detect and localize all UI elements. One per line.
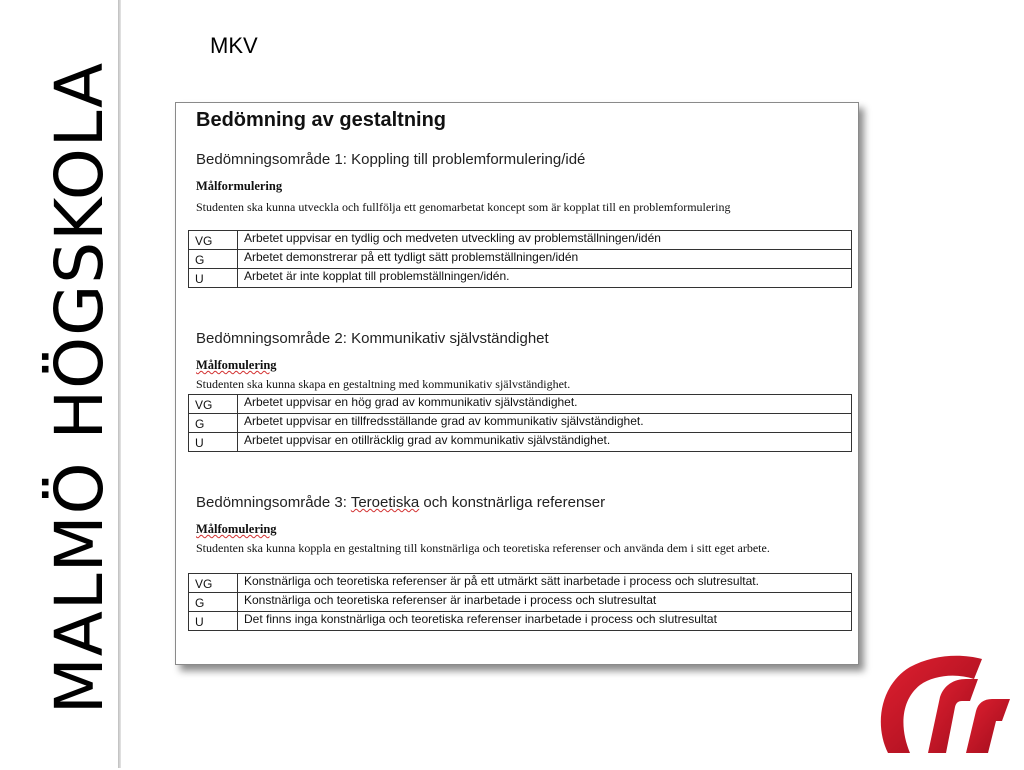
grade-cell: U bbox=[189, 269, 238, 288]
brand-wordmark: MALMÖ HÖGSKOLA bbox=[41, 61, 118, 715]
grade-cell: U bbox=[189, 433, 238, 452]
table-row bbox=[189, 250, 852, 269]
area-2-rubric-table bbox=[188, 394, 852, 452]
description-cell: Det finns inga konstnärliga och teoretiska referenser inarbetade i process och slutresultat bbox=[238, 612, 852, 631]
grade-cell: G bbox=[189, 593, 238, 612]
table-row bbox=[189, 414, 852, 433]
grade-cell: U bbox=[189, 612, 238, 631]
area-2-title: Bedömningsområde 2: Kommunikativ självständighet bbox=[196, 330, 549, 347]
table-row bbox=[189, 395, 852, 414]
area-3-title bbox=[196, 494, 605, 511]
description-cell: Arbetet uppvisar en hög grad av kommunikativ självständighet. bbox=[238, 395, 852, 414]
area-3-goal-text: Studenten ska kunna koppla en gestaltning till konstnärliga och teoretiska referenser och använda dem i sitt eget arbete. bbox=[196, 541, 770, 555]
area-3-rubric-table bbox=[188, 573, 852, 631]
brand-sidebar bbox=[0, 0, 118, 768]
document-image bbox=[175, 102, 859, 665]
area-1-goal-label: Målformulering bbox=[196, 179, 283, 193]
slide-title: MKV bbox=[210, 33, 258, 58]
description-cell: Konstnärliga och teoretiska referenser är inarbetade i process och slutresultat bbox=[238, 593, 852, 612]
malmo-hogskola-logo-icon bbox=[870, 645, 1020, 765]
description-cell: Arbetet är inte kopplat till problemställningen/idén. bbox=[238, 269, 852, 288]
document-heading: Bedömning av gestaltning bbox=[196, 109, 447, 131]
table-row bbox=[189, 612, 852, 631]
sidebar-divider bbox=[118, 0, 121, 768]
table-row bbox=[189, 574, 852, 593]
area-2-goal-label: Målfomulering bbox=[196, 358, 277, 372]
description-cell: Arbetet demonstrerar på ett tydligt sätt problemställningen/idén bbox=[238, 250, 852, 269]
description-cell: Konstnärliga och teoretiska referenser är på ett utmärkt sätt inarbetade i process och slutresultat. bbox=[238, 574, 852, 593]
area-2-goal-text: Studenten ska kunna skapa en gestaltning med kommunikativ självständighet. bbox=[196, 377, 571, 391]
area-3-title-misspelled-word: Teroetiska bbox=[350, 494, 420, 511]
area-3-title-suffix: och konstnärliga referenser bbox=[419, 494, 606, 511]
area-3-title-prefix: Bedömningsområde 3: bbox=[196, 494, 351, 511]
table-row bbox=[189, 231, 852, 250]
table-row bbox=[189, 433, 852, 452]
area-1-title: Bedömningsområde 1: Koppling till problemformulering/idé bbox=[196, 151, 586, 168]
description-cell: Arbetet uppvisar en tydlig och medveten utveckling av problemställningen/idén bbox=[238, 231, 852, 250]
area-1-goal-text: Studenten ska kunna utveckla och fullfölja ett genomarbetat koncept som är kopplat till en problemformulering bbox=[196, 200, 731, 214]
table-row bbox=[189, 269, 852, 288]
grade-cell: VG bbox=[189, 395, 238, 414]
table-row bbox=[189, 593, 852, 612]
area-1-rubric-table bbox=[188, 230, 852, 288]
description-cell: Arbetet uppvisar en tillfredsställande grad av kommunikativ självständighet. bbox=[238, 414, 852, 433]
grade-cell: VG bbox=[189, 574, 238, 593]
grade-cell: VG bbox=[189, 231, 238, 250]
area-3-goal-label: Målfomulering bbox=[196, 522, 277, 536]
description-cell: Arbetet uppvisar en otillräcklig grad av kommunikativ självständighet. bbox=[238, 433, 852, 452]
grade-cell: G bbox=[189, 414, 238, 433]
grade-cell: G bbox=[189, 250, 238, 269]
